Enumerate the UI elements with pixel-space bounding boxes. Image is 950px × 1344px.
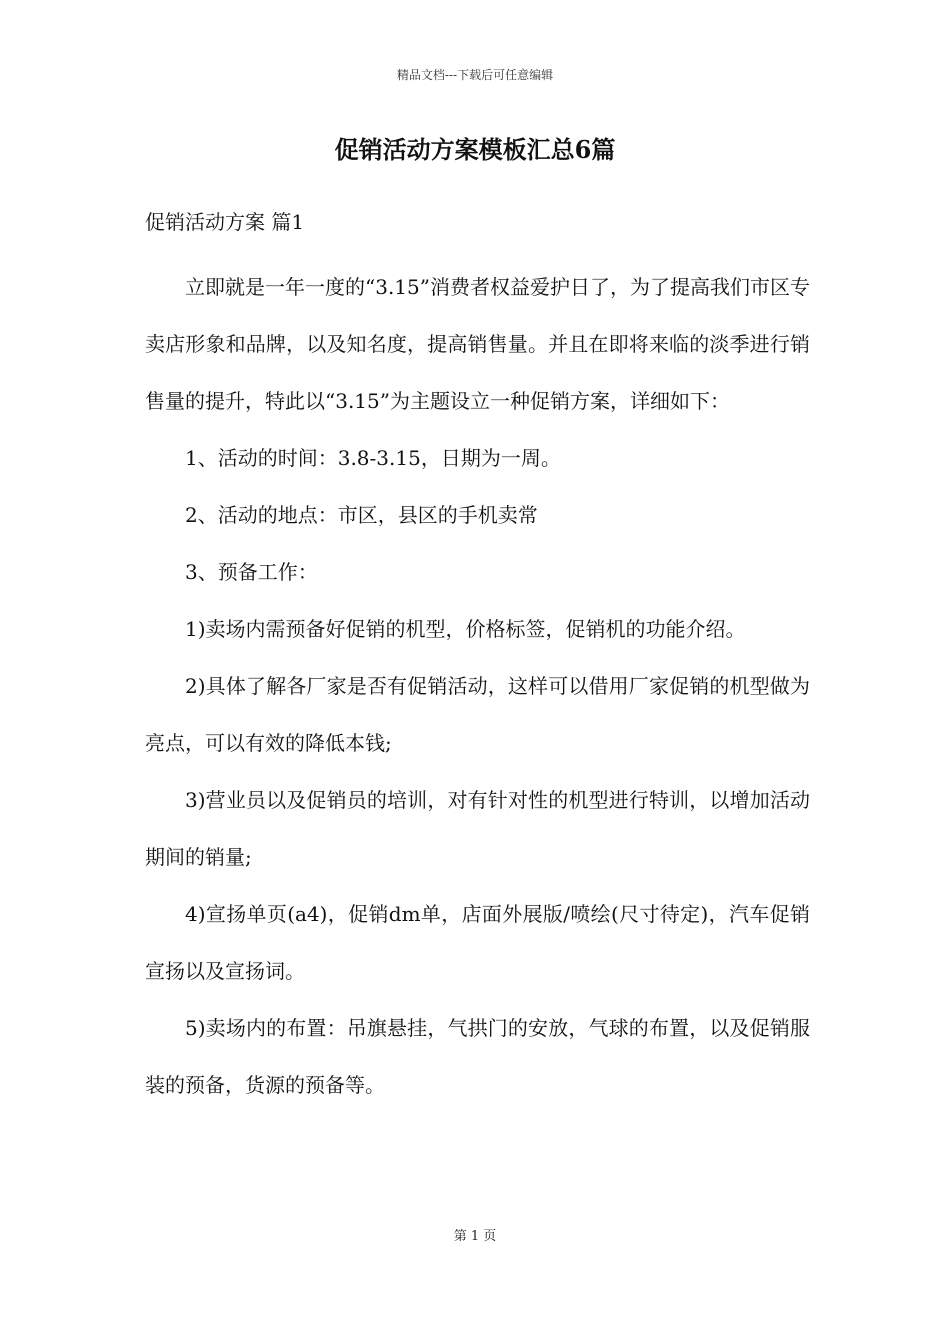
body-paragraph: 立即就是一年一度的“3.15”消费者权益爱护日了，为了提高我们市区专卖店形象和品牌，以及知名度，提高销售量。并且在即将来临的淡季进行销售量的提升，特此以“3.15”为主题设立一种促销方案，详细如下： [145,275,810,413]
section-heading: 促销活动方案 篇1 [145,210,305,234]
page-number: 第 1 页 [453,1229,497,1244]
header-note: 精品文档---下载后可任意编辑 [396,68,554,82]
body-paragraph: 4)宣扬单页(a4)，促销dm单，店面外展版/喷绘(尺寸待定)，汽车促销宣扬以及宣扬词。 [145,902,810,983]
body-paragraph: 1)卖场内需预备好促销的机型，价格标签，促销机的功能介绍。 [185,617,746,641]
body-paragraph: 2)具体了解各厂家是否有促销活动，这样可以借用厂家促销的机型做为亮点，可以有效的降低本钱; [145,674,810,755]
body-paragraph: 2、活动的地点：市区，县区的手机卖常 [185,503,538,527]
body-paragraph: 3)营业员以及促销员的培训，对有针对性的机型进行特训，以增加活动期间的销量; [145,788,810,869]
document-body [145,259,810,1114]
body-paragraph: 1、活动的时间：3.8-3.15，日期为一周。 [185,446,561,470]
body-paragraph: 5)卖场内的布置：吊旗悬挂，气拱门的安放，气球的布置，以及促销服装的预备，货源的预备等。 [145,1016,810,1097]
document-title: 促销活动方案模板汇总6篇 [334,135,616,164]
body-paragraph: 3、预备工作： [185,560,318,584]
